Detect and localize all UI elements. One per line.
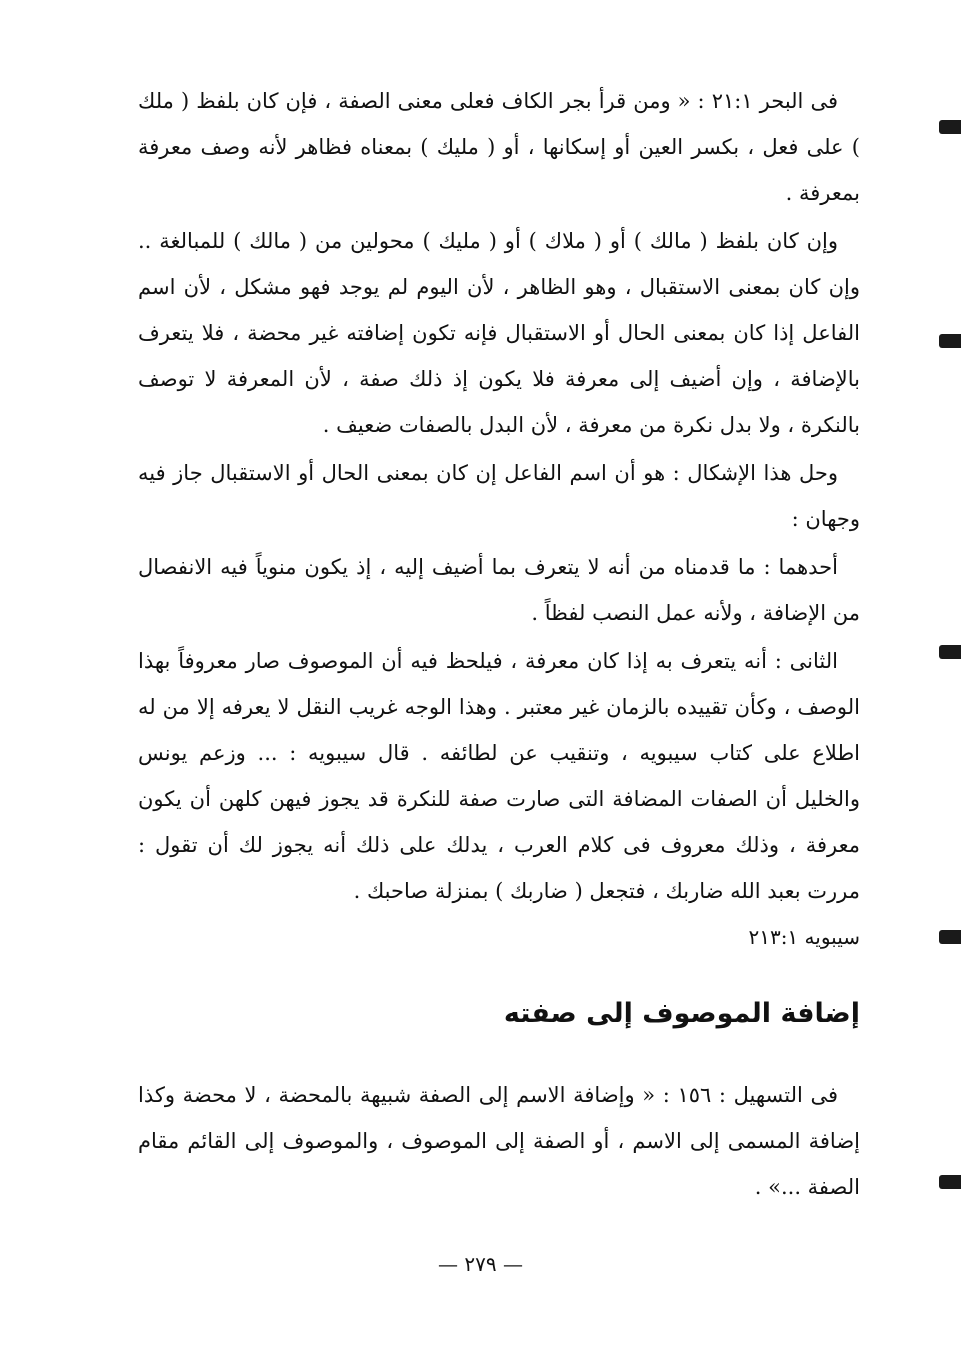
source-reference: سيبويه ٢١٣:١ [748, 925, 860, 949]
page-number: — ٢٧٩ — [438, 1252, 523, 1276]
section-heading: إضافة الموصوف إلى صفته [503, 998, 860, 1029]
paragraph-bahr-quote: فى البحر ٢١:١ : « ومن قرأ بجر الكاف فعلى معنى الصفة ، فإن كان بلفظ ( ملك ) على فعل ، بكسر العين أو إسكانها ، أو ( مليك ) بمعناه فظاهر لأنه وصف معرفة بمعرفة . [138, 89, 860, 205]
scan-edge-mark [939, 120, 961, 134]
paragraph-second-view: الثانى : أنه يتعرف به إذا كان معرفة ، فيلحظ فيه أن الموصوف صار معروفاً بهذا الوصف ، وكأن تقييده بالزمان غير معتبر . وهذا الوجه غريب النقل لا يعرفه إلا من له اطلاع على كتاب سيبويه ، وتنقيب عن لطائفه . قال سيبويه : ... وزعم يونس والخليل أن الصفات المضافة التى صارت صفة للنكرة قد يجوز فيهن كلهن أن يكون معرفة ، وذلك معروف فى كلام العرب ، يدلك على ذلك أنه يجوز لك أن تقول : مررت بعبد الله ضاربك ، فتجعل ( ضاربك ) بمنزلة صاحبك . [138, 649, 860, 903]
paragraph-tashil-quote: فى التسهيل : ١٥٦ : « وإضافة الاسم إلى الصفة شبيهة بالمحضة ، لا محضة وكذا إضافة المسمى إلى الاسم ، أو الصفة إلى الموصوف ، والموصوف إلى القائم مقام الصفة ...» . [138, 1083, 860, 1199]
paragraph-malik-forms: وإن كان بلفظ ( مالك ) أو ( ملاك ) أو ( مليك ) محولين من ( مالك ) للمبالغة .. وإن كان بمعنى الاستقبال ، وهو الظاهر ، لأن اليوم لم يوجد فهو مشكل ، لأن اسم الفاعل إذا كان بمعنى الحال أو الاستقبال فإنه تكون إضافته غير محضة ، فلا يتعرف بالإضافة ، وإن أضيف إلى معرفة فلا يكون إذ ذلك صفة ، لأن المعرفة لا توصف بالنكرة ، ولا بدل نكرة من معرفة ، لأن البدل بالصفات ضعيف . [138, 229, 860, 437]
scan-edge-mark [939, 1175, 961, 1189]
scan-edge-mark [939, 334, 961, 348]
scan-edge-mark [939, 645, 961, 659]
paragraph-solution: وحل هذا الإشكال : هو أن اسم الفاعل إن كان بمعنى الحال أو الاستقبال جاز فيه وجهان : [138, 461, 860, 531]
paragraph-first-view: أحدهما : ما قدمناه من أنه لا يتعرف بما أضيف إليه ، إذ يكون منوياً فيه الانفصال من الإضافة ، ولأنه عمل النصب لفظاً . [138, 555, 860, 625]
scan-edge-mark [939, 930, 961, 944]
page-body [138, 78, 860, 1210]
